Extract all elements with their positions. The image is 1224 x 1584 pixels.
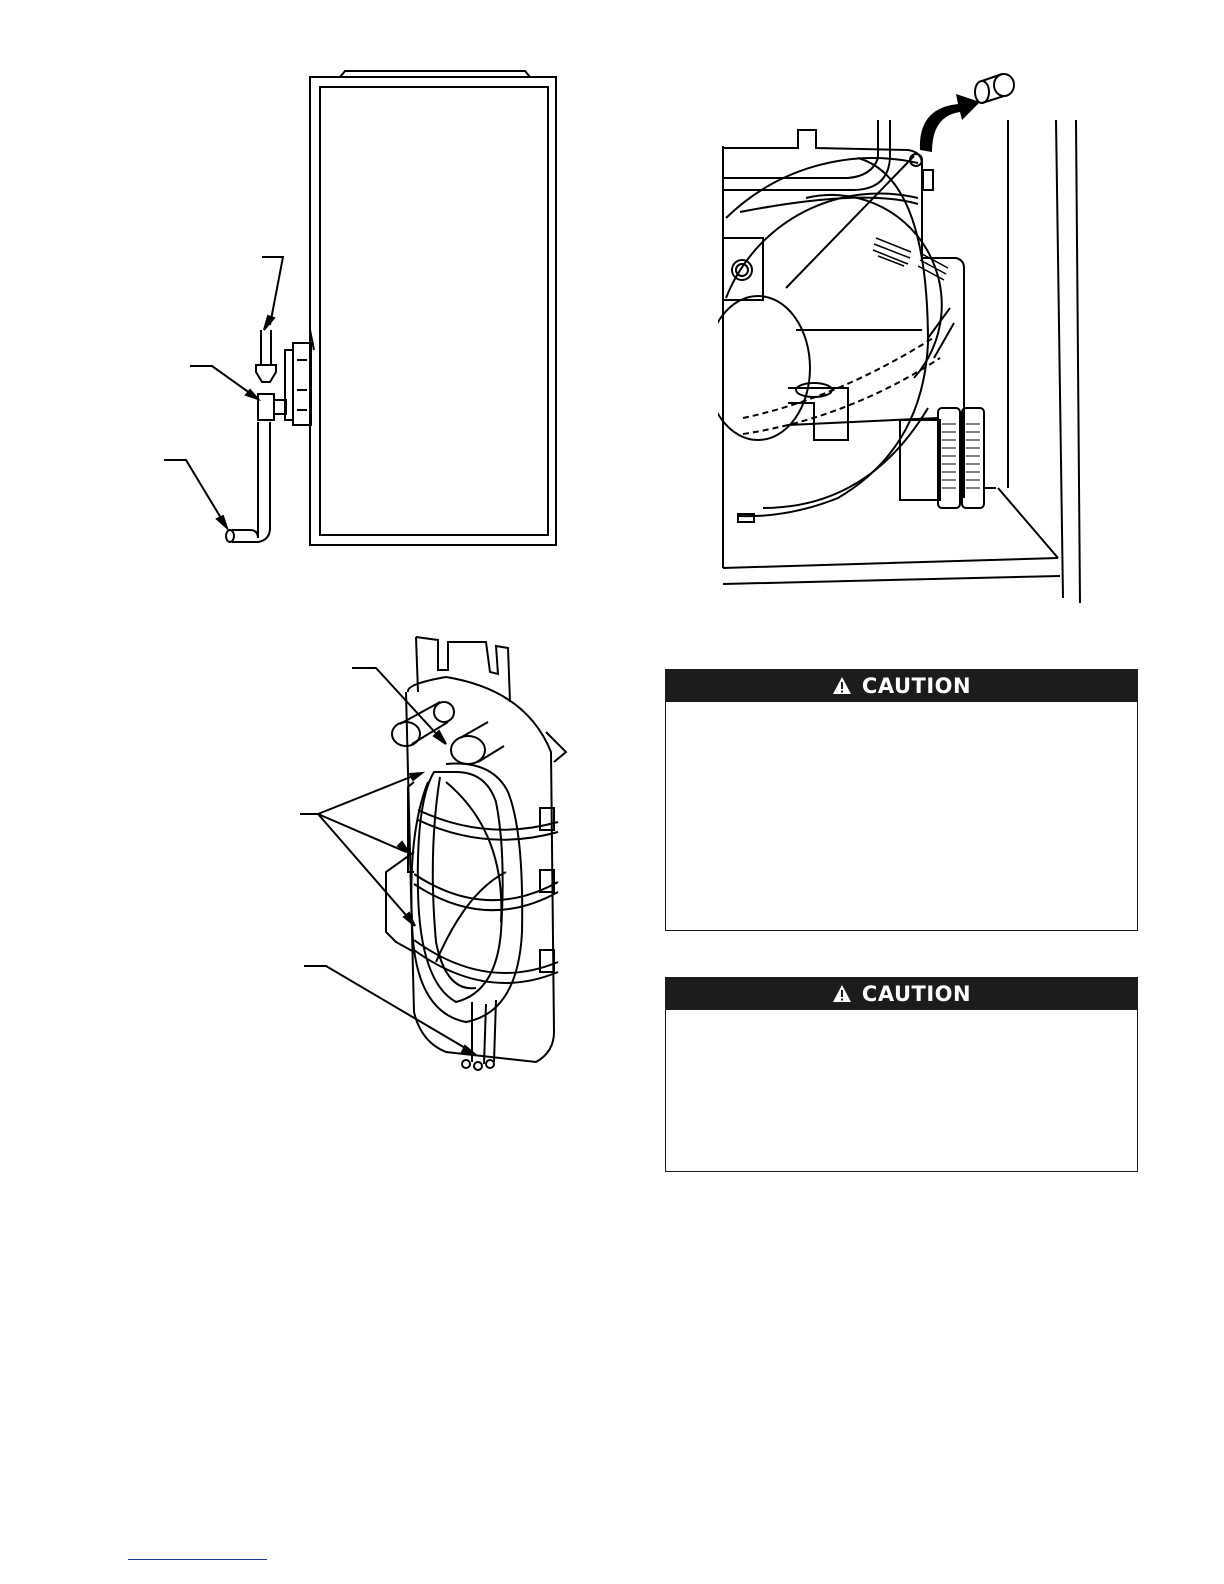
warning-triangle-icon [832, 676, 852, 696]
caution-header [666, 670, 1137, 702]
caution-box [665, 669, 1138, 931]
caution-heading: CAUTION [861, 982, 972, 1006]
drain-tee-figure [150, 60, 570, 560]
footnote-divider [128, 1559, 267, 1560]
caution-header [666, 978, 1137, 1010]
coiled-tubes-figure [296, 632, 586, 1082]
caution-heading: CAUTION [861, 674, 972, 698]
warning-triangle-icon [832, 984, 852, 1004]
inducer-housing-figure [718, 68, 1088, 608]
caution-box [665, 977, 1138, 1172]
